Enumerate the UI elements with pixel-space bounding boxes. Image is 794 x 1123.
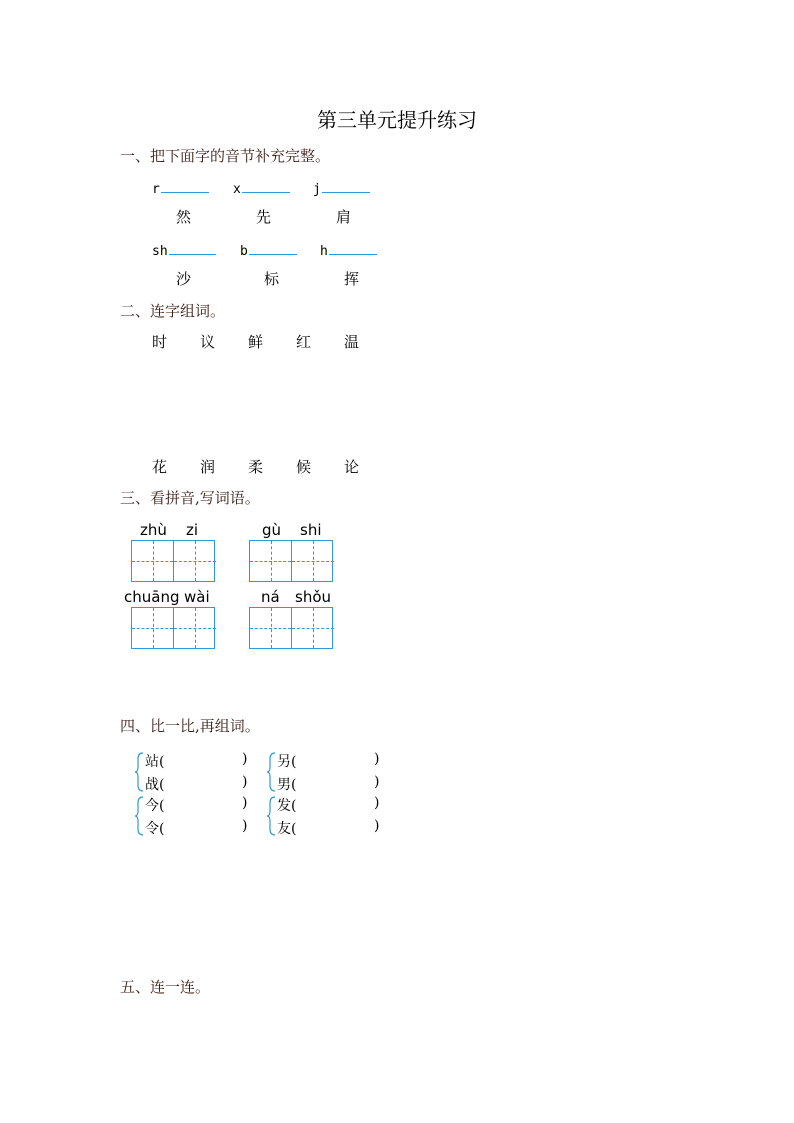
writing-grid[interactable] [249, 540, 333, 582]
pinyin-syllable: zhù [140, 521, 167, 539]
brace-icon [134, 752, 144, 792]
q4-close-paren: ) [374, 795, 380, 811]
page-title: 第三单元提升练习 [317, 108, 477, 132]
pinyin-prefix: b [240, 244, 248, 259]
q1-heading: 一、把下面字的音节补充完整。 [120, 147, 331, 165]
q4-item: 发( [277, 798, 297, 814]
writing-cell[interactable] [250, 608, 292, 648]
q1-blank-1[interactable] [152, 178, 209, 197]
q4-item: 另( [277, 754, 297, 770]
q2-top-char[interactable]: 温 [344, 333, 360, 351]
q2-top-char[interactable]: 鲜 [248, 333, 264, 351]
pinyin-prefix: h [320, 244, 328, 259]
q5-heading: 五、连一连。 [120, 978, 211, 996]
q1-blank-5[interactable] [240, 240, 297, 259]
brace-icon [134, 796, 144, 836]
q2-bottom-char[interactable]: 润 [200, 458, 216, 476]
q4-item: 站( [145, 754, 165, 770]
writing-cell[interactable] [174, 608, 216, 648]
writing-cell[interactable] [132, 608, 174, 648]
q1-blank-3[interactable] [313, 178, 370, 197]
q1-char: 标 [264, 270, 280, 288]
pinyin-prefix: j [313, 182, 321, 197]
q1-char: 挥 [344, 270, 360, 288]
pinyin-syllable: zi [186, 521, 199, 539]
writing-cell[interactable] [132, 541, 174, 581]
q1-blank-6[interactable] [320, 240, 377, 259]
writing-grid[interactable] [131, 540, 215, 582]
q2-top-char[interactable]: 议 [200, 333, 216, 351]
writing-cell[interactable] [174, 541, 216, 581]
q4-item: 令( [145, 821, 165, 837]
q2-heading: 二、连字组词。 [120, 302, 226, 320]
q1-char: 沙 [176, 270, 192, 288]
writing-grid[interactable] [249, 607, 333, 649]
q4-close-paren: ) [242, 751, 248, 767]
q2-bottom-char[interactable]: 花 [152, 458, 168, 476]
q4-close-paren: ) [242, 818, 248, 834]
pinyin-syllable: gù [262, 521, 282, 539]
q2-top-char[interactable]: 红 [296, 333, 312, 351]
answer-line[interactable] [329, 240, 377, 255]
writing-cell[interactable] [250, 541, 292, 581]
q1-char: 肩 [336, 208, 352, 226]
answer-line[interactable] [322, 178, 370, 193]
brace-icon [266, 796, 276, 836]
brace-icon [266, 752, 276, 792]
q1-char: 先 [256, 208, 272, 226]
q4-item: 今( [145, 798, 165, 814]
pinyin-syllable: chuāng [124, 588, 180, 606]
pinyin-syllable: wài [184, 588, 210, 606]
answer-line[interactable] [161, 178, 209, 193]
writing-grid[interactable] [131, 607, 215, 649]
q4-close-paren: ) [374, 818, 380, 834]
q4-item: 男( [277, 777, 297, 793]
q1-char: 然 [176, 208, 192, 226]
q4-close-paren: ) [242, 774, 248, 790]
q4-close-paren: ) [242, 795, 248, 811]
writing-cell[interactable] [292, 608, 334, 648]
answer-line[interactable] [242, 178, 290, 193]
q2-bottom-char[interactable]: 论 [344, 458, 360, 476]
pinyin-prefix: x [233, 182, 241, 197]
answer-line[interactable] [169, 240, 216, 255]
q4-heading: 四、比一比,再组词。 [120, 717, 260, 735]
q4-item: 战( [145, 777, 165, 793]
q1-blank-4[interactable] [152, 240, 216, 259]
pinyin-prefix: sh [152, 244, 168, 259]
answer-line[interactable] [249, 240, 297, 255]
pinyin-prefix: r [152, 182, 160, 197]
q4-close-paren: ) [374, 751, 380, 767]
q4-item: 友( [277, 821, 297, 837]
pinyin-syllable: shi [300, 521, 322, 539]
q3-heading: 三、看拼音,写词语。 [120, 489, 260, 507]
q2-bottom-char[interactable]: 候 [296, 458, 312, 476]
q2-bottom-char[interactable]: 柔 [248, 458, 264, 476]
q1-blank-2[interactable] [233, 178, 290, 197]
pinyin-syllable: shǒu [295, 588, 332, 606]
q4-close-paren: ) [374, 774, 380, 790]
writing-cell[interactable] [292, 541, 334, 581]
q2-top-char[interactable]: 时 [152, 333, 168, 351]
pinyin-syllable: ná [261, 588, 280, 606]
